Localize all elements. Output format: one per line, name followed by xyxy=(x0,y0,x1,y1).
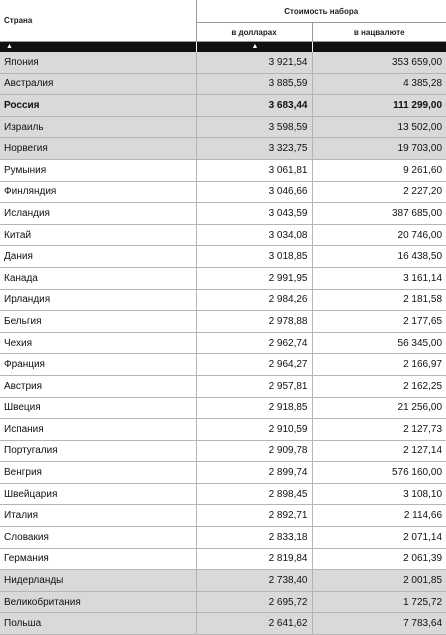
usd-cell: 2 918,85 xyxy=(196,397,312,419)
country-cell: Франция xyxy=(0,354,196,376)
local-cell: 2 001,85 xyxy=(312,570,446,592)
local-cell: 21 256,00 xyxy=(312,397,446,419)
table-row xyxy=(0,181,446,203)
table-row xyxy=(0,419,446,441)
usd-cell: 2 964,27 xyxy=(196,354,312,376)
country-cell: Португалия xyxy=(0,440,196,462)
usd-cell: 2 695,72 xyxy=(196,591,312,613)
table-header xyxy=(0,0,446,52)
table-row xyxy=(0,354,446,376)
table-row xyxy=(0,527,446,549)
local-cell: 20 746,00 xyxy=(312,224,446,246)
country-cell: Великобритания xyxy=(0,591,196,613)
table-row xyxy=(0,203,446,225)
usd-cell: 2 962,74 xyxy=(196,332,312,354)
local-cell: 13 502,00 xyxy=(312,116,446,138)
table-row xyxy=(0,159,446,181)
usd-cell: 3 683,44 xyxy=(196,95,312,117)
local-cell: 2 162,25 xyxy=(312,375,446,397)
usd-cell: 2 641,62 xyxy=(196,613,312,635)
local-column-header[interactable]: в нацвалюте xyxy=(312,23,446,42)
country-cell: Финляндия xyxy=(0,181,196,203)
country-cell: Бельгия xyxy=(0,311,196,333)
country-cell: Дания xyxy=(0,246,196,268)
usd-cell: 2 892,71 xyxy=(196,505,312,527)
country-cell: Румыния xyxy=(0,159,196,181)
country-cell: Швейцария xyxy=(0,483,196,505)
country-cell: Израиль xyxy=(0,116,196,138)
country-cell: Австралия xyxy=(0,73,196,95)
usd-cell: 2 833,18 xyxy=(196,527,312,549)
usd-cell: 3 046,66 xyxy=(196,181,312,203)
country-cell: Чехия xyxy=(0,332,196,354)
sort-usd-arrow-icon[interactable]: ▲ xyxy=(196,42,312,53)
table-row xyxy=(0,483,446,505)
table-row xyxy=(0,548,446,570)
local-cell: 16 438,50 xyxy=(312,246,446,268)
country-cell: Германия xyxy=(0,548,196,570)
table-row xyxy=(0,289,446,311)
table-row xyxy=(0,613,446,635)
country-cell: Япония xyxy=(0,52,196,73)
country-cell: Италия xyxy=(0,505,196,527)
local-cell: 1 725,72 xyxy=(312,591,446,613)
local-cell: 2 114,66 xyxy=(312,505,446,527)
local-cell: 2 127,14 xyxy=(312,440,446,462)
table-row xyxy=(0,116,446,138)
local-cell: 111 299,00 xyxy=(312,95,446,117)
country-cell: Швеция xyxy=(0,397,196,419)
country-cell: Канада xyxy=(0,267,196,289)
table-row xyxy=(0,224,446,246)
usd-cell: 2 984,26 xyxy=(196,289,312,311)
country-cell: Исландия xyxy=(0,203,196,225)
local-cell: 2 227,20 xyxy=(312,181,446,203)
country-cell: Испания xyxy=(0,419,196,441)
local-cell: 353 659,00 xyxy=(312,52,446,73)
country-cell: Австрия xyxy=(0,375,196,397)
usd-cell: 3 885,59 xyxy=(196,73,312,95)
cost-group-header: Стоимость набора xyxy=(196,0,446,23)
usd-cell: 2 910,59 xyxy=(196,419,312,441)
local-cell: 56 345,00 xyxy=(312,332,446,354)
local-cell: 9 261,60 xyxy=(312,159,446,181)
country-column-header[interactable]: Страна xyxy=(0,0,196,42)
sort-country-arrow-icon[interactable]: ▲ xyxy=(0,42,196,53)
usd-column-header[interactable]: в долларах xyxy=(196,23,312,42)
sort-bar xyxy=(0,42,446,53)
local-cell: 387 685,00 xyxy=(312,203,446,225)
country-cell: Россия xyxy=(0,95,196,117)
usd-cell: 3 043,59 xyxy=(196,203,312,225)
usd-cell: 2 738,40 xyxy=(196,570,312,592)
table-row xyxy=(0,332,446,354)
table-row xyxy=(0,246,446,268)
country-cell: Венгрия xyxy=(0,462,196,484)
local-cell: 19 703,00 xyxy=(312,138,446,160)
usd-cell: 3 018,85 xyxy=(196,246,312,268)
usd-cell: 3 323,75 xyxy=(196,138,312,160)
local-cell: 2 166,97 xyxy=(312,354,446,376)
table-row xyxy=(0,591,446,613)
table-row xyxy=(0,311,446,333)
country-cell: Словакия xyxy=(0,527,196,549)
country-cell: Норвегия xyxy=(0,138,196,160)
country-cell: Китай xyxy=(0,224,196,246)
usd-cell: 2 978,88 xyxy=(196,311,312,333)
country-cell: Нидерланды xyxy=(0,570,196,592)
usd-cell: 3 598,59 xyxy=(196,116,312,138)
table-body xyxy=(0,52,446,635)
usd-cell: 3 921,54 xyxy=(196,52,312,73)
local-cell: 2 181,58 xyxy=(312,289,446,311)
usd-cell: 2 909,78 xyxy=(196,440,312,462)
local-cell: 576 160,00 xyxy=(312,462,446,484)
usd-cell: 2 898,45 xyxy=(196,483,312,505)
table-row xyxy=(0,570,446,592)
local-cell: 2 071,14 xyxy=(312,527,446,549)
local-cell: 2 127,73 xyxy=(312,419,446,441)
local-cell: 2 061,39 xyxy=(312,548,446,570)
table-row xyxy=(0,505,446,527)
table-row xyxy=(0,397,446,419)
table-row xyxy=(0,95,446,117)
usd-cell: 2 957,81 xyxy=(196,375,312,397)
usd-cell: 2 991,95 xyxy=(196,267,312,289)
local-cell: 2 177,65 xyxy=(312,311,446,333)
sort-local-cell[interactable] xyxy=(312,42,446,53)
table-row xyxy=(0,73,446,95)
local-cell: 3 161,14 xyxy=(312,267,446,289)
local-cell: 7 783,64 xyxy=(312,613,446,635)
country-cell: Польша xyxy=(0,613,196,635)
usd-cell: 2 899,74 xyxy=(196,462,312,484)
table-row xyxy=(0,267,446,289)
local-cell: 3 108,10 xyxy=(312,483,446,505)
table-row xyxy=(0,375,446,397)
local-cell: 4 385,28 xyxy=(312,73,446,95)
country-cell: Ирландия xyxy=(0,289,196,311)
usd-cell: 3 061,81 xyxy=(196,159,312,181)
usd-cell: 3 034,08 xyxy=(196,224,312,246)
usd-cell: 2 819,84 xyxy=(196,548,312,570)
table-row xyxy=(0,138,446,160)
table-row xyxy=(0,440,446,462)
table-row xyxy=(0,52,446,73)
table-row xyxy=(0,462,446,484)
